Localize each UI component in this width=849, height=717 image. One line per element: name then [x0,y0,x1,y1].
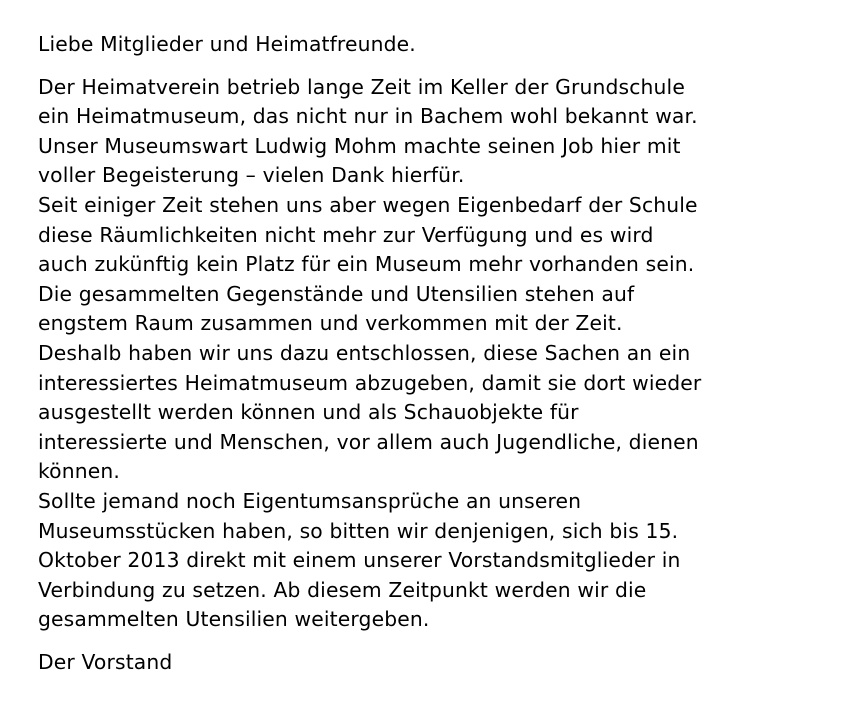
body-line: diese Räumlichkeiten nicht mehr zur Verfügung und es wird [38,222,654,247]
body-line: voller Begeisterung – vielen Dank hierfür. [38,163,465,188]
body-line: ausgestellt werden können und als Schauobjekte für [38,400,579,425]
greeting-line: Liebe Mitglieder und Heimatfreunde. [38,32,416,56]
body-line: Oktober 2013 direkt mit einem unserer Vorstandsmitglieder in [38,548,681,573]
body-line: ein Heimatmuseum, das nicht nur in Bachem wohl bekannt war. [38,104,698,129]
greeting [38,30,838,60]
body-line: engstem Raum zusammen und verkommen mit der Zeit. [38,311,623,336]
signature [38,648,838,678]
body-line: Deshalb haben wir uns dazu entschlossen, diese Sachen an ein [38,340,691,365]
body-line: interessiertes Heimatmuseum abzugeben, damit sie dort wieder [38,370,702,395]
body-line: Verbindung zu setzen. Ab diesem Zeitpunkt werden wir die [38,577,647,602]
body-line: Seit einiger Zeit stehen uns aber wegen Eigenbedarf der Schule [38,192,698,217]
body-line: auch zukünftig kein Platz für ein Museum mehr vorhanden sein. [38,252,695,277]
paragraph-spacer [38,635,838,648]
body-line: Unser Museumswart Ludwig Mohm machte seinen Job hier mit [38,133,681,158]
signature-line: Der Vorstand [38,649,173,674]
letter-document [38,30,838,677]
body-line: Der Heimatverein betrieb lange Zeit im Keller der Grundschule [38,74,685,99]
body-line: Die gesammelten Gegenstände und Utensilien stehen auf [38,281,635,306]
letter-body [38,73,838,635]
body-line: interessierte und Menschen, vor allem auch Jugendliche, dienen [38,429,699,454]
body-line: Sollte jemand noch Eigentumsansprüche an unseren [38,488,582,513]
body-line: gesammelten Utensilien weitergeben. [38,607,430,632]
body-line: Museumsstücken haben, so bitten wir denjenigen, sich bis 15. [38,518,679,543]
paragraph-spacer [38,60,838,73]
body-line: können. [38,459,120,484]
